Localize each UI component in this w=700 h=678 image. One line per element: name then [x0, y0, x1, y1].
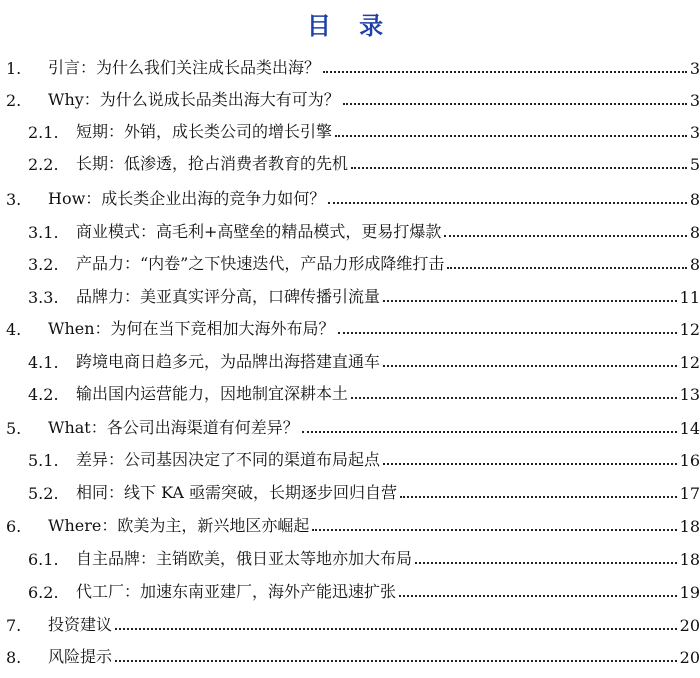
toc-entry-page: 20: [679, 616, 700, 635]
toc-title: 目 录: [306, 11, 394, 40]
toc-entry-number: 6.: [6, 517, 22, 536]
toc-entry-label: Where：欧美为主，新兴地区亦崛起: [48, 516, 310, 535]
toc-leader-dots: [302, 431, 677, 433]
toc-entry-label: 商业模式：高毛利+高壁垒的精品模式，更易打爆款: [76, 222, 442, 241]
toc-entry-number: 4.: [6, 320, 22, 339]
toc-entry-label: 输出国内运营能力，因地制宜深耕本土: [76, 384, 349, 403]
toc-entry[interactable]: [0, 187, 700, 209]
toc-entry[interactable]: [0, 382, 700, 404]
toc-entry[interactable]: [0, 645, 700, 667]
toc-entry-number: 4.1.: [28, 353, 59, 372]
toc-entry-label: 引言：为什么我们关注成长品类出海？: [48, 58, 321, 77]
toc-entry-page: 3: [689, 59, 700, 78]
toc-leader-dots: [399, 595, 677, 597]
toc-entry[interactable]: [0, 580, 700, 602]
toc-entry-page: 20: [679, 648, 700, 667]
toc-entry-number: 2.1.: [28, 123, 59, 142]
toc-entry-number: 1.: [6, 59, 22, 78]
toc-entry-page: 18: [679, 517, 700, 536]
toc-entry[interactable]: [0, 317, 700, 339]
toc-entry-page: 16: [679, 451, 700, 470]
toc-leader-dots: [447, 267, 686, 269]
toc-leader-dots: [115, 628, 677, 630]
toc-entry-label: Why：为什么说成长品类出海大有可为？: [48, 90, 340, 109]
toc-leader-dots: [338, 332, 677, 334]
toc-entry[interactable]: [0, 416, 700, 438]
toc-entry[interactable]: [0, 88, 700, 110]
toc-entry-number: 3.1.: [28, 223, 59, 242]
toc-entry[interactable]: [0, 514, 700, 536]
toc-entry[interactable]: [0, 56, 700, 78]
toc-entry-label: 短期：外销，成长类公司的增长引擎: [76, 122, 333, 141]
toc-entry[interactable]: [0, 120, 700, 142]
toc-entry-page: 12: [679, 320, 700, 339]
toc-entry-page: 11: [679, 288, 700, 307]
toc-leader-dots: [312, 529, 676, 531]
toc-leader-dots: [343, 103, 687, 105]
toc-entry-page: 12: [679, 353, 700, 372]
toc-leader-dots: [444, 235, 686, 237]
toc-entry[interactable]: [0, 481, 700, 503]
toc-entry-number: 5.2.: [28, 484, 59, 503]
toc-entry-number: 2.2.: [28, 155, 59, 174]
toc-leader-dots: [115, 660, 677, 662]
toc-entry-page: 8: [689, 223, 700, 242]
toc-entry-number: 6.2.: [28, 583, 59, 602]
toc-entry-page: 8: [689, 190, 700, 209]
toc-entry-page: 18: [679, 550, 700, 569]
toc-entry[interactable]: [0, 613, 700, 635]
toc-entry-label: What：各公司出海渠道有何差异？: [48, 418, 299, 437]
toc-entry[interactable]: [0, 220, 700, 242]
toc-leader-dots: [383, 300, 677, 302]
toc-entry-page: 13: [679, 385, 700, 404]
toc-entry-number: 5.: [6, 419, 22, 438]
toc-leader-dots: [328, 202, 687, 204]
toc-entry-page: 3: [689, 91, 700, 110]
toc-entry-number: 6.1.: [28, 550, 59, 569]
toc-entry-label: 差异：公司基因决定了不同的渠道布局起点: [76, 450, 381, 469]
toc-entry-label: 自主品牌：主销欧美，俄日亚太等地亦加大布局: [76, 549, 413, 568]
toc-entry-label: 相同：线下 KA 亟需突破，长期逐步回归自营: [76, 483, 398, 502]
toc-entry-number: 5.1.: [28, 451, 59, 470]
toc-entry[interactable]: [0, 152, 700, 174]
toc-leader-dots: [383, 463, 677, 465]
toc-entry-number: 3.2.: [28, 255, 59, 274]
toc-entry-label: 代工厂：加速东南亚建厂，海外产能迅速扩张: [76, 582, 397, 601]
toc-entry[interactable]: [0, 448, 700, 470]
toc-entry-label: 长期：低渗透，抢占消费者教育的先机: [76, 154, 349, 173]
toc-entry-page: 14: [679, 419, 700, 438]
toc-entry-label: 投资建议: [48, 615, 113, 634]
toc-entry[interactable]: [0, 252, 700, 274]
toc-entry-label: 产品力：“内卷”之下快速迭代，产品力形成降维打击: [76, 254, 445, 273]
toc-entry-number: 3.3.: [28, 288, 59, 307]
toc-entry-label: 风险提示: [48, 647, 113, 666]
toc-entry-label: 品牌力：美亚真实评分高，口碑传播引流量: [76, 287, 381, 306]
toc-entry[interactable]: [0, 350, 700, 372]
toc-entry-number: 3.: [6, 190, 22, 209]
toc-entry-page: 19: [679, 583, 700, 602]
toc-entry-page: 17: [679, 484, 700, 503]
toc-entry-number: 8.: [6, 648, 22, 667]
toc-leader-dots: [415, 562, 677, 564]
toc-entry[interactable]: [0, 547, 700, 569]
toc-leader-dots: [351, 167, 687, 169]
toc-entry-page: 3: [689, 123, 700, 142]
toc-entry-number: 2.: [6, 91, 22, 110]
toc-entry[interactable]: [0, 285, 700, 307]
toc-entry-page: 5: [689, 155, 700, 174]
toc-leader-dots: [383, 365, 677, 367]
toc-entry-number: 4.2.: [28, 385, 59, 404]
toc-leader-dots: [323, 71, 687, 73]
toc-entry-page: 8: [689, 255, 700, 274]
toc-leader-dots: [335, 135, 687, 137]
toc-entry-label: How：成长类企业出海的竞争力如何？: [48, 189, 326, 208]
toc-entry-number: 7.: [6, 616, 22, 635]
toc-entry-label: 跨境电商日趋多元，为品牌出海搭建直通车: [76, 352, 381, 371]
toc-leader-dots: [400, 496, 677, 498]
toc-leader-dots: [351, 397, 677, 399]
toc-entry-label: When：为何在当下竞相加大海外布局？: [48, 319, 335, 338]
